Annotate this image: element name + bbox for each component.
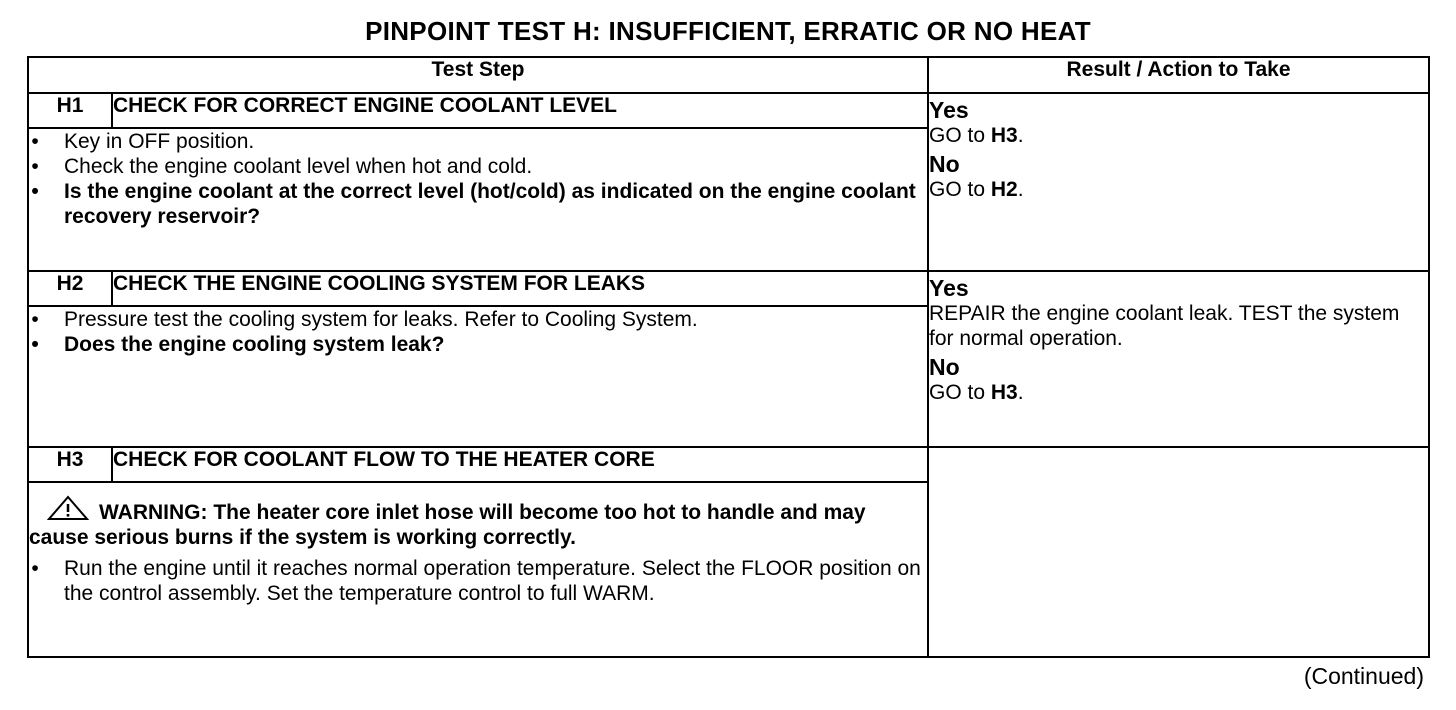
bullet-item: • Pressure test the cooling system for leaks. Refer to Cooling System. — [64, 307, 927, 332]
step-body-h1 — [28, 128, 928, 271]
bullet-item: • Run the engine until it reaches normal operation temperature. Select the FLOOR position on the control assembly. Set the temperature control to full WARM. — [64, 556, 927, 606]
step-ref: H2 — [990, 178, 1018, 201]
step-body-h2 — [28, 306, 928, 446]
no-action: GO to H3. — [929, 381, 1024, 405]
yes-label: Yes — [929, 275, 969, 302]
step-ref: H3 — [990, 381, 1018, 405]
step-id-h3: H3 — [28, 447, 112, 482]
result-header: Result / Action to Take — [928, 57, 1429, 93]
yes-action: REPAIR the engine coolant leak. TEST the system for normal operation. — [929, 302, 1400, 351]
step-id-h1: H1 — [28, 93, 112, 128]
no-action: GO to H2. — [929, 178, 1024, 201]
step-h1-title-row — [28, 93, 1429, 128]
bullet-question: • Does the engine cooling system leak? — [64, 332, 927, 357]
step-body-h3 — [28, 482, 928, 657]
step-h3-title-row — [28, 447, 1429, 482]
header-row — [28, 57, 1429, 93]
bullet-item: • Check the engine coolant level when hot and cold. — [64, 154, 927, 179]
bullet-question: • Is the engine coolant at the correct level (hot/cold) as indicated on the engine coolant recovery reservoir? — [64, 179, 927, 229]
step-h2-title-row — [28, 271, 1429, 306]
step-ref: H3 — [990, 124, 1018, 147]
continued-label: (Continued) — [1303, 663, 1424, 689]
step-id-h2: H2 — [28, 271, 112, 306]
warning-text: WARNING: The heater core inlet hose will become too hot to handle and may cause serious burns if the system is working correctly. — [29, 495, 927, 550]
pinpoint-test-table — [27, 56, 1430, 658]
step-title-h3: CHECK FOR COOLANT FLOW TO THE HEATER CORE — [112, 447, 928, 482]
bullet-item: • Key in OFF position. — [64, 129, 927, 154]
step-title-h2: CHECK THE ENGINE COOLING SYSTEM FOR LEAKS — [112, 271, 928, 306]
warning-triangle-icon — [47, 495, 89, 521]
page-title: PINPOINT TEST H: INSUFFICIENT, ERRATIC OR NO HEAT — [365, 16, 1091, 46]
step-title-h1: CHECK FOR CORRECT ENGINE COOLANT LEVEL — [112, 93, 928, 128]
result-h1 — [928, 93, 1429, 271]
result-h2 — [928, 271, 1429, 446]
yes-action: GO to H3. — [929, 124, 1024, 147]
test-step-header: Test Step — [28, 57, 928, 93]
yes-label: Yes — [929, 97, 969, 123]
no-label: No — [929, 151, 960, 177]
no-label: No — [929, 354, 960, 381]
result-h3 — [928, 447, 1429, 657]
